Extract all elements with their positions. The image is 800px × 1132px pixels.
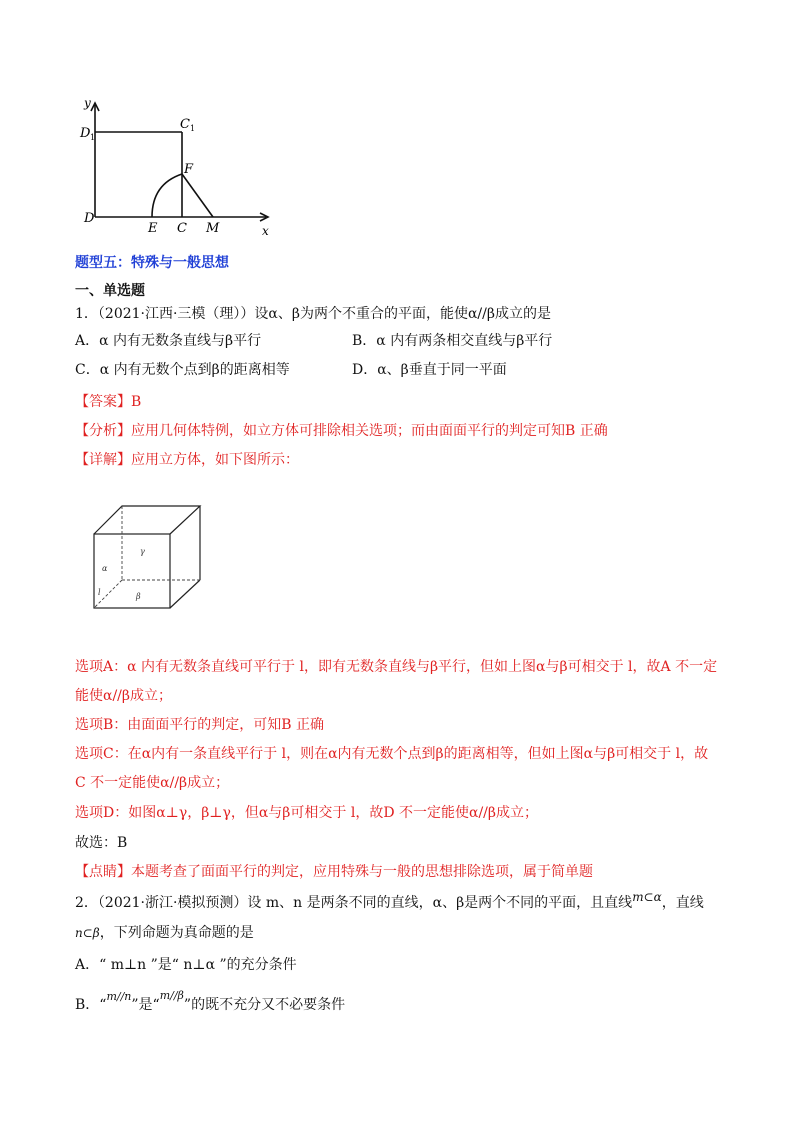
label-d1-sub: 1 — [90, 133, 96, 142]
q2-formula-m-parallel-n: m//n — [106, 990, 132, 1003]
q2-stem-text: 2．（2021·浙江·模拟预测）设 m、n 是两条不同的直线，α、β是两个不同的平面，且直线 — [75, 895, 633, 911]
label-d: D — [84, 211, 95, 226]
cube-label-l: l — [98, 588, 101, 597]
q1-choice: 故选：B — [75, 835, 128, 851]
q1-option-d: D．α、β垂直于同一平面 — [352, 362, 507, 378]
arc-e-f — [152, 174, 182, 217]
cube-right-bottom-edge — [170, 580, 200, 608]
part-heading: 一、单选题 — [75, 283, 145, 299]
cube-label-gamma: γ — [140, 547, 145, 556]
q1-explain-d: 选项D：如图α⊥γ，β⊥γ，但α与β可相交于 l，故D 不一定能使α//β成立； — [75, 805, 538, 821]
q1-explain-a-line1: 选项A：α 内有无数条直线可平行于 l，即有无数条直线与β平行，但如上图α与β可相交于 l，故A 不一定 — [75, 659, 718, 675]
label-d1: D — [80, 126, 91, 141]
label-c1-sub: 1 — [190, 124, 196, 133]
label-m: M — [206, 221, 220, 236]
q2-formula-m-in-alpha: m⊂α — [632, 890, 662, 904]
q1-option-a: A．α 内有无数条直线与β平行 — [75, 333, 262, 349]
q1-comment: 【点睛】本题考查了面面平行的判定，应用特殊与一般的思想排除选项，属于简单题 — [75, 864, 593, 880]
q2-option-b-prefix: B．“ — [75, 997, 107, 1013]
label-f: F — [184, 162, 194, 177]
q1-explain-c-line1: 选项C：在α内有一条直线平行于 l，则在α内有无数个点到β的距离相等，但如上图α与β可相交于 l，故 — [75, 746, 709, 762]
segment-f-m — [182, 174, 213, 217]
q2-stem-tail: ，直线 — [661, 895, 704, 911]
cube-top-edges — [94, 506, 200, 534]
q2-option-b — [75, 989, 346, 1016]
cube-label-alpha: α — [102, 564, 108, 573]
q1-analysis: 【分析】应用几何体特例，如立方体可排除相关选项；而由面面平行的判定可知B 正确 — [75, 423, 608, 439]
q1-explain-b: 选项B：由面面平行的判定，可知B 正确 — [75, 717, 325, 733]
coordinate-figure — [70, 95, 290, 240]
q1-explain-a-line2: 能使α//β成立； — [75, 688, 172, 704]
label-c1: C — [180, 117, 190, 132]
cube-label-beta: β — [136, 592, 141, 601]
q1-stem: 1．（2021·江西·三模（理））设α、β为两个不重合的平面，能使α//β成立的是 — [75, 306, 551, 322]
q2-stem-line2-tail: ，下列命题为真命题的是 — [99, 925, 254, 941]
q1-option-c: C．α 内有无数个点到β的距离相等 — [75, 362, 290, 378]
q1-option-b: B．α 内有两条相交直线与β平行 — [352, 333, 553, 349]
q2-option-a: A．“ m⊥n ”是“ n⊥α ”的充分条件 — [75, 957, 297, 973]
q1-answer: 【答案】B — [75, 394, 142, 410]
section-heading: 题型五：特殊与一般思想 — [75, 255, 229, 271]
q2-formula-n-in-beta: n⊂β — [75, 926, 100, 940]
q2-stem-line2 — [75, 923, 254, 943]
label-e: E — [148, 221, 158, 236]
q2-formula-m-parallel-beta: m//β — [159, 989, 184, 1002]
q2-stem-line1 — [75, 890, 704, 913]
label-y: y — [84, 96, 91, 110]
label-c: C — [177, 221, 187, 236]
q2-option-b-mid: ”是“ — [131, 997, 160, 1013]
q1-explain-c-line2: C 不一定能使α//β成立； — [75, 775, 230, 791]
cube-figure — [88, 500, 218, 615]
label-x: x — [262, 224, 269, 238]
q1-detail: 【详解】应用立方体，如下图所示： — [75, 452, 299, 468]
q2-option-b-tail: ”的既不充分又不必要条件 — [183, 997, 346, 1013]
